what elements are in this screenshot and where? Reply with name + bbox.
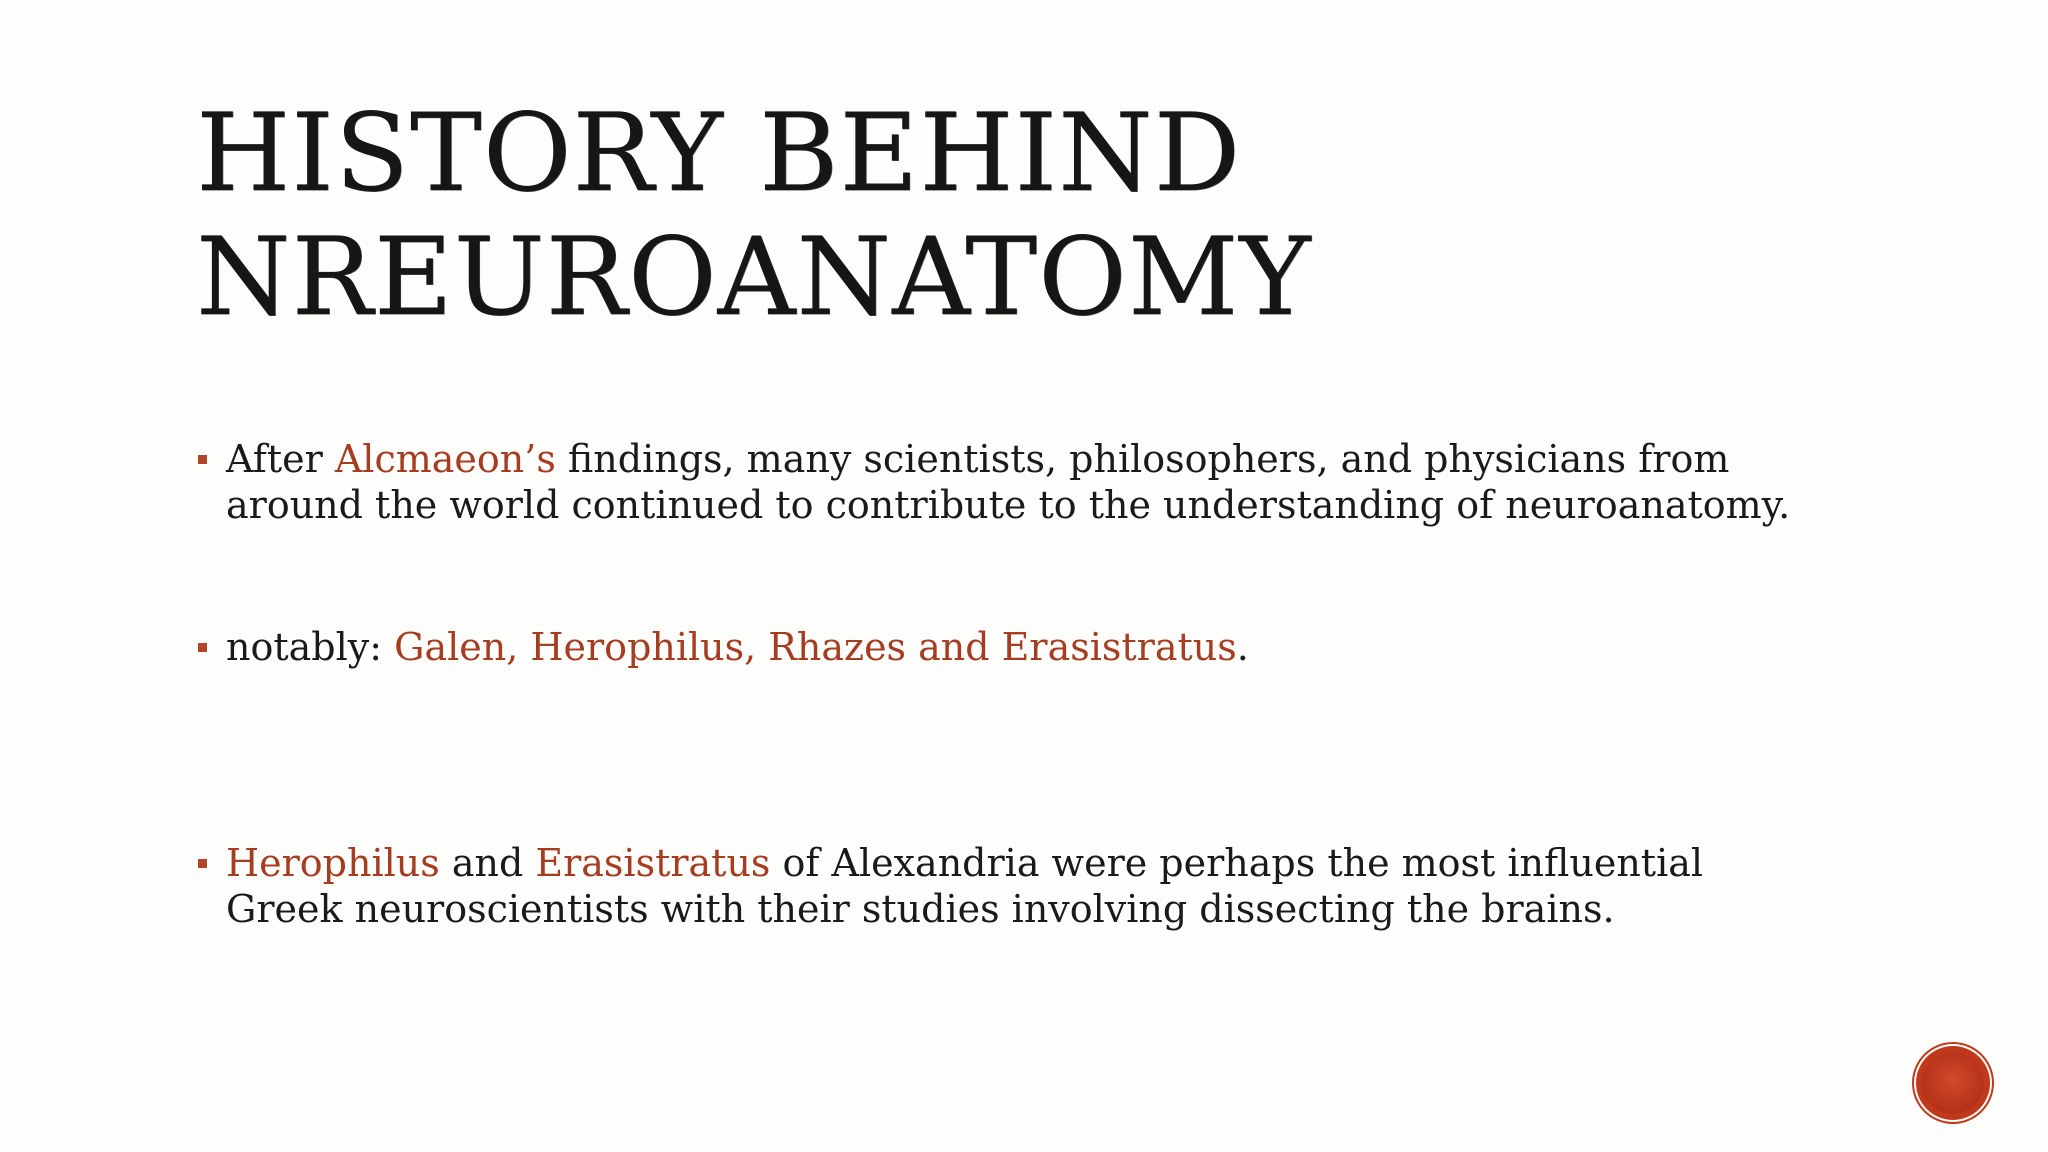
bullet-item-herophilus <box>196 840 1926 932</box>
bullet-marker <box>198 455 207 464</box>
bullet3-line1 <box>226 841 1703 885</box>
herophilus-highlight: Herophilus <box>226 841 440 885</box>
bullet3-rest: of Alexandria were perhaps the most influential <box>770 841 1704 885</box>
bullet3-mid: and <box>439 841 536 885</box>
bullet1-pre: After <box>226 437 335 481</box>
bullet2-post: . <box>1236 625 1249 669</box>
bullet1-line2: around the world continued to contribute to the understanding of neuroanatomy. <box>226 483 1791 527</box>
title-line-2: NREUROANATOMY <box>196 215 1312 340</box>
slide-title <box>196 92 1312 340</box>
bullet1-rest: findings, many scientists, philosophers, and physicians from <box>555 437 1730 481</box>
bullet3-line2: Greek neuroscientists with their studies involving dissecting the brains. <box>226 887 1615 931</box>
circle-nav-icon[interactable] <box>1916 1046 1990 1120</box>
alcmaeon-highlight: Alcmaeon’s <box>334 437 556 481</box>
bullet-item-notably <box>196 624 1926 670</box>
scientists-highlight: Galen, Herophilus, Rhazes and Erasistratus <box>394 625 1237 669</box>
bullet2-pre: notably: <box>226 625 395 669</box>
bullet-marker <box>198 643 207 652</box>
bullet-item-alcmaeon <box>196 436 1926 528</box>
title-line-1: HISTORY BEHIND <box>196 91 1242 216</box>
bullet-marker <box>198 859 207 868</box>
bullet1-line1 <box>226 437 1729 481</box>
erasistratus-highlight: Erasistratus <box>535 841 771 885</box>
